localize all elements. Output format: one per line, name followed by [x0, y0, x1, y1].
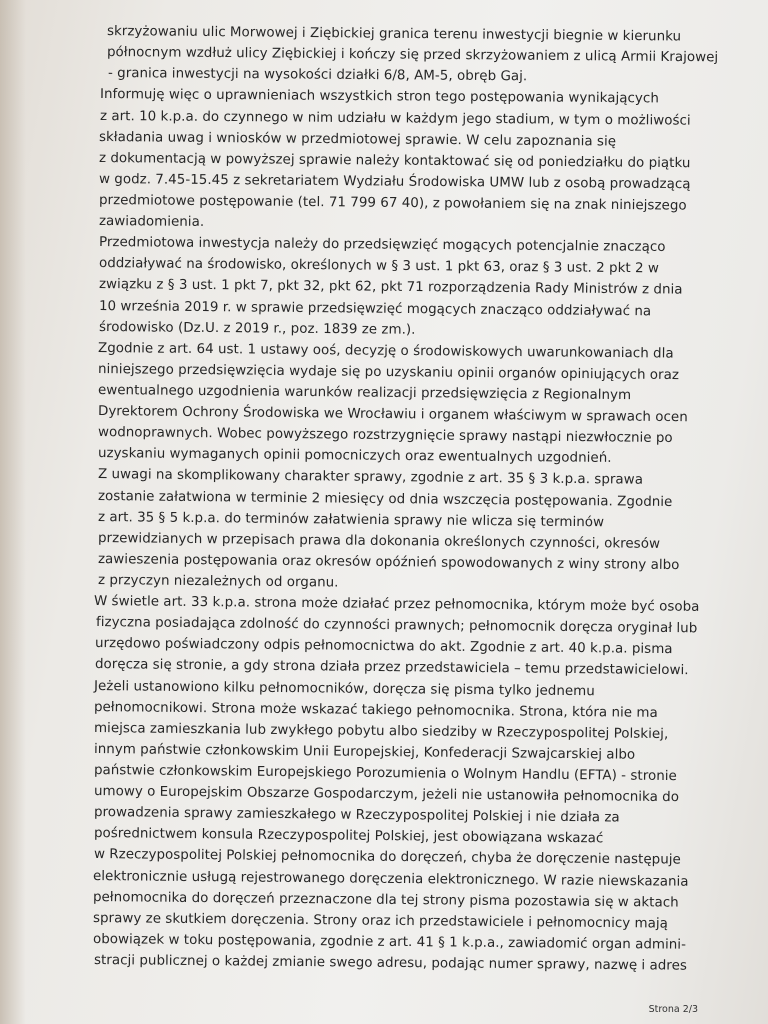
document-line: z dokumentacją w powyższej sprawie należy kontaktować się od poniedziałku do piątku	[98, 150, 691, 171]
page-number: Strona 2/3	[648, 1004, 698, 1015]
document-line: z art. 35 § 5 k.p.a. do terminów załatwienia sprawy nie wlicza się terminów	[97, 509, 605, 530]
document-line: związku z § 3 ust. 1 pkt 7, pkt 32, pkt 62, pkt 71 rozporządzenia Rady Ministrów z dnia	[98, 277, 683, 298]
document-line: doręcza się stronie, a gdy strona działa przez przedstawiciela – temu przedstawicielowi.	[94, 657, 689, 679]
document-line: 10 września 2019 r. w sprawie przedsięwzięć mogących znacząco oddziaływać na	[98, 298, 652, 319]
document-line: obowiązek w toku postępowania, zgodnie z art. 41 § 1 k.p.a., zawiadomić organ admini-	[92, 931, 687, 953]
document-line: pośrednictwem konsula Rzeczypospolitej Polskiej, jest obowiązana wskazać	[93, 826, 604, 847]
document-line: z przyczyn niezależnych od organu.	[97, 573, 339, 591]
document-line: W świetle art. 33 k.p.a. strona może działać przez pełnomocnika, którym może być osoba	[93, 594, 700, 615]
document-line: z art. 10 k.p.a. do czynnego w nim udziału w każdym jego stadium, w tym o możliwości	[99, 108, 691, 129]
document-line: Dyrektorem Ochrony Środowiska we Wrocławiu i organem właściwym w sprawach ocen	[97, 404, 688, 426]
document-line: Informuję więc o uprawnieniach wszystkich stron tego postępowania wynikających	[99, 87, 659, 107]
document-line: w Rzeczypospolitej Polskiej pełnomocnika do doręczeń, chyba że doręczenie następuje	[93, 847, 681, 869]
document-line: uzyskaniu wymaganych opinii pomocniczych oraz ewentualnych uzgodnień.	[97, 446, 612, 467]
document-line: prowadzenia sprawy zamieszkałego w Rzeczypospolitej Polskiej i nie działa za	[93, 805, 620, 826]
document-line: zostanie załatwiona w terminie 2 miesięcy od dnia wszczęcia postępowania. Zgodnie	[97, 488, 673, 510]
document-line: ewentualnego uzgodnienia warunków realizacji przedsięwzięcia z Regionalnym	[97, 382, 632, 404]
document-line: pełnomocnikowi. Strona może wskazać takiego pełnomocnika. Strona, która nie ma	[93, 699, 658, 721]
document-line: zawiadomienia.	[98, 214, 205, 230]
document-line: przedmiotowe postępowanie (tel. 71 799 67 40), z powołaniem się na znak niniejszego	[98, 192, 687, 214]
document-line: wodnoprawnych. Wobec powyższego rozstrzygnięcie sprawy nastąpi niezwłocznie po	[97, 425, 673, 447]
document-line: innym państwie członkowskim Unii Europejskiej, Konfederacji Szwajcarskiej albo	[93, 741, 636, 763]
document-line: środowisko (Dz.U. z 2019 r., poz. 1839 ze zm.).	[98, 319, 416, 338]
document-line: fizyczna posiadająca zdolność do czynności prawnych; pełnomocnik doręcza oryginał lub	[95, 615, 698, 637]
document-line: miejsca zamieszkania lub zwykłego pobytu albo siedziby w Rzeczypospolitej Polskiej,	[93, 720, 669, 742]
document-line: skrzyżowaniu ulic Morwowej i Ziębickiej granica terenu inwestycji biegnie w kierunku	[106, 24, 682, 45]
document-line: składania uwag i wniosków w przedmiotowej sprawie. W celu zapoznania się	[98, 129, 617, 150]
document-line: państwie członkowskim Europejskiego Porozumienia o Wolnym Handlu (EFTA) - stronie	[93, 763, 677, 785]
document-line: w godz. 7.45-15.45 z sekretariatem Wydziału Środowiska UMW lub z osobą prowadzącą	[98, 171, 691, 192]
document-line: Zgodnie z art. 64 ust. 1 ustawy ooś, decyzję o środowiskowych uwarunkowaniach dla	[97, 340, 674, 362]
document-line: przewidzianych w przepisach prawa dla dokonania określonych czynności, okresów	[97, 530, 661, 552]
document-line: Przedmiotowa inwestycja należy do przedsięwzięć mogących potencjalnie znacząco	[98, 235, 666, 256]
document-line: oddziaływać na środowisko, określonych w § 3 ust. 1 pkt 63, oraz § 3 ust. 2 pkt 2 w	[98, 256, 659, 277]
document-line: - granica inwestycji na wysokości działki 6/8, AM-5, obręb Gaj.	[107, 66, 528, 85]
document-line: północnym wzdłuż ulicy Ziębickiej i kończy się przed skrzyżowaniem z ulicą Armii Krajowej	[106, 45, 719, 66]
document-line: zawieszenia postępowania oraz okresów opóźnień spowodowanych z winy strony albo	[97, 551, 680, 573]
document-line: stracji publicznej o każdej zmianie swego adresu, podając numer sprawy, nazwę i adres	[93, 953, 687, 974]
document-line: sprawy ze skutkiem doręczenia. Strony oraz ich przedstawiciele i pełnomocnicy mają	[92, 910, 669, 932]
document-line: elektronicznie usługą rejestrowanego doręczenia elektronicznego. W razie niewskazania	[92, 868, 689, 890]
document-line: Jeżeli ustanowiono kilku pełnomocników, doręcza się pisma tylko jednemu	[93, 678, 595, 699]
document-line: pełnomocnika do doręczeń przeznaczone dla tej strony pisma pozostawia się w aktach	[92, 889, 679, 911]
document-line: niniejszego przedsięwzięcia wydaje się po uzyskaniu opinii organów opiniujących oraz	[97, 361, 680, 383]
document-line: urzędowo poświadczony odpis pełnomocnictwa do akt. Zgodnie z art. 40 k.p.a. pisma	[94, 636, 673, 658]
document-line: umowy o Europejskim Obszarze Gospodarczym, jeżeli nie ustanowiła pełnomocnika do	[93, 784, 680, 806]
document-line: Z uwagi na skomplikowany charakter sprawy, zgodnie z art. 35 § 3 k.p.a. sprawa	[97, 467, 644, 489]
